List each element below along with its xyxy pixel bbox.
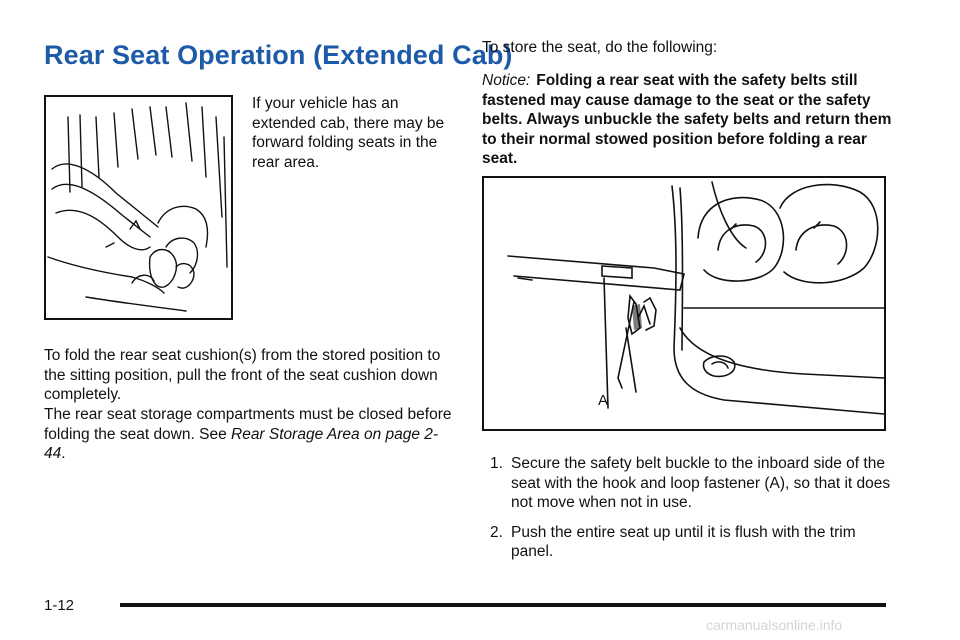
intro-text: If your vehicle has an extended cab, there may be forward folding seats in the rear area. — [252, 95, 445, 171]
watermark: carmanualsonline.info — [706, 617, 843, 633]
callout-label-a: A — [598, 392, 609, 409]
fold-paragraph: To fold the rear seat cushion(s) from the stored position to the sitting position, pull the front of the seat cushion down completely. — [44, 347, 441, 403]
notice-block — [482, 71, 892, 169]
buckle-drawing-icon — [484, 178, 884, 429]
step-item — [482, 523, 902, 562]
seat-illustration — [44, 95, 233, 320]
step-number: 2. — [490, 523, 503, 541]
step-item — [482, 454, 902, 513]
seat-drawing-icon — [46, 97, 231, 318]
storage-end: . — [61, 445, 66, 462]
step-text: Push the entire seat up until it is flush with the trim panel. — [511, 523, 856, 560]
page-number: 1-12 — [44, 597, 75, 614]
notice-label: Notice: — [482, 72, 531, 89]
step-number: 1. — [490, 455, 503, 472]
buckle-fastener-illustration — [482, 176, 886, 431]
storage-paragraph — [44, 405, 456, 464]
storage-reference-link[interactable]: Rear Storage Area on page 2-44 — [44, 425, 439, 462]
storage-text: The rear seat storage compartments must be closed before folding the seat down. See — [44, 406, 452, 443]
notice-text: Folding a rear seat with the safety belts still fastened may cause damage to the seat or the safety belts. Always unbuckle the safety belts and return them to their normal stowed position before folding a rear seat. — [482, 72, 892, 167]
steps-list — [482, 454, 902, 572]
footer-rule — [120, 603, 886, 607]
page-title: Rear Seat Operation (Extended Cab) — [44, 40, 513, 70]
store-heading: To store the seat, do the following: — [482, 39, 718, 56]
step-text: Secure the safety belt buckle to the inboard side of the seat with the hook and loop fastener (A), so that it does not move when not in use. — [511, 455, 891, 511]
